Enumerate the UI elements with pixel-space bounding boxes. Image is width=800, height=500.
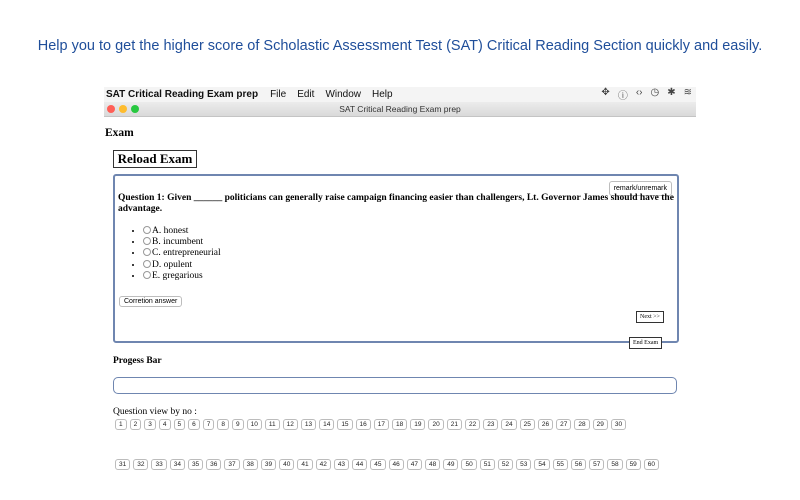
question-number-button[interactable]: 31: [115, 459, 130, 470]
question-number-button[interactable]: 25: [520, 419, 535, 430]
end-exam-button[interactable]: End Exam: [629, 337, 662, 349]
question-number-button[interactable]: 55: [553, 459, 568, 470]
question-number-button[interactable]: 38: [243, 459, 258, 470]
question-number-button[interactable]: 23: [483, 419, 498, 430]
promo-headline: Help you to get the higher score of Scholastic Assessment Test (SAT) Critical Reading Section quickly and easily.: [37, 38, 763, 54]
question-number-button[interactable]: 51: [480, 459, 495, 470]
question-number-button[interactable]: 37: [224, 459, 239, 470]
question-panel: [113, 174, 679, 346]
option-c[interactable]: [143, 248, 221, 259]
close-window-icon[interactable]: [107, 105, 115, 113]
app-window: [104, 87, 696, 500]
question-number-button[interactable]: 32: [133, 459, 148, 470]
question-number-button[interactable]: 60: [644, 459, 659, 470]
question-number-button[interactable]: 50: [461, 459, 476, 470]
question-number-button[interactable]: 6: [188, 419, 200, 430]
question-number-button[interactable]: 59: [626, 459, 641, 470]
question-number-button[interactable]: 44: [352, 459, 367, 470]
question-text: Question 1: Given ______ politicians can generally raise campaign financing easier than challengers, Lt. Governor James should have the advantage.: [118, 193, 674, 214]
question-number-button[interactable]: 2: [130, 419, 142, 430]
code-icon[interactable]: ‹›: [635, 87, 643, 98]
question-number-button[interactable]: 53: [516, 459, 531, 470]
question-number-button[interactable]: 58: [607, 459, 622, 470]
menu-edit[interactable]: Edit: [297, 89, 315, 100]
question-number-button[interactable]: 21: [447, 419, 462, 430]
question-view-label: Question view by no :: [113, 407, 197, 417]
time-machine-icon[interactable]: ◷: [650, 87, 660, 98]
option-label: C. entrepreneurial: [152, 248, 221, 259]
status-icons: [601, 87, 692, 102]
question-number-button[interactable]: 30: [611, 419, 626, 430]
radio-icon[interactable]: [143, 271, 151, 279]
question-number-button[interactable]: 35: [188, 459, 203, 470]
menu-help[interactable]: Help: [372, 89, 393, 100]
progress-bar: [113, 377, 677, 394]
option-e[interactable]: [143, 271, 221, 282]
question-number-button[interactable]: 16: [356, 419, 371, 430]
option-label: D. opulent: [152, 259, 193, 270]
menu-window[interactable]: Window: [325, 89, 362, 100]
question-number-button[interactable]: 48: [425, 459, 440, 470]
option-label: E. gregarious: [152, 270, 203, 281]
zoom-window-icon[interactable]: [131, 105, 139, 113]
question-number-button[interactable]: 57: [589, 459, 604, 470]
question-number-button[interactable]: 19: [410, 419, 425, 430]
question-number-button[interactable]: 33: [151, 459, 166, 470]
answer-options: [133, 226, 221, 282]
question-number-button[interactable]: 10: [247, 419, 262, 430]
exam-content: [104, 117, 696, 500]
correction-answer-button[interactable]: Corretion answer: [119, 296, 182, 307]
page-title: Exam: [105, 127, 134, 139]
question-number-button[interactable]: 28: [574, 419, 589, 430]
menu-file[interactable]: File: [270, 89, 287, 100]
menu-bar: [104, 87, 696, 102]
question-number-group-2: [115, 459, 681, 470]
question-number-button[interactable]: 3: [144, 419, 156, 430]
menu-app-name[interactable]: SAT Critical Reading Exam prep: [106, 89, 259, 100]
question-number-button[interactable]: 13: [301, 419, 316, 430]
question-number-button[interactable]: 17: [374, 419, 389, 430]
remark-button[interactable]: remark/unremark: [609, 181, 672, 196]
question-number-button[interactable]: 11: [265, 419, 280, 430]
question-number-button[interactable]: 22: [465, 419, 480, 430]
question-number-button[interactable]: 18: [392, 419, 407, 430]
question-number-button[interactable]: 29: [593, 419, 608, 430]
question-number-button[interactable]: 46: [389, 459, 404, 470]
radio-icon[interactable]: [143, 260, 151, 268]
info-icon[interactable]: ⓘ: [617, 91, 628, 102]
window-titlebar: [104, 102, 696, 117]
question-number-button[interactable]: 12: [283, 419, 298, 430]
wifi-icon[interactable]: ≋: [683, 87, 692, 98]
option-label: B. incumbent: [152, 237, 204, 248]
radio-icon[interactable]: [143, 248, 151, 256]
question-number-button[interactable]: 45: [370, 459, 385, 470]
option-a[interactable]: [143, 226, 221, 237]
question-number-button[interactable]: 41: [297, 459, 312, 470]
question-number-button[interactable]: 36: [206, 459, 221, 470]
question-number-button[interactable]: 26: [538, 419, 553, 430]
question-number-button[interactable]: 24: [501, 419, 516, 430]
question-number-button[interactable]: 5: [174, 419, 186, 430]
question-number-group-1: [115, 419, 681, 430]
question-number-button[interactable]: 34: [170, 459, 185, 470]
question-number-button[interactable]: 52: [498, 459, 513, 470]
question-number-button[interactable]: 27: [556, 419, 571, 430]
traffic-lights: [107, 105, 139, 113]
option-b[interactable]: [143, 237, 221, 248]
question-number-button[interactable]: 47: [407, 459, 422, 470]
question-number-button[interactable]: 42: [316, 459, 331, 470]
window-title: SAT Critical Reading Exam prep: [339, 104, 461, 114]
minimize-window-icon[interactable]: [119, 105, 127, 113]
question-number-button[interactable]: 54: [534, 459, 549, 470]
question-number-button[interactable]: 40: [279, 459, 294, 470]
next-button[interactable]: Next >>: [636, 311, 664, 323]
question-number-button[interactable]: 4: [159, 419, 171, 430]
question-number-button[interactable]: 9: [232, 419, 244, 430]
bluetooth-icon[interactable]: ✱: [667, 87, 676, 98]
question-number-button[interactable]: 43: [334, 459, 349, 470]
question-number-button[interactable]: 8: [217, 419, 229, 430]
question-number-button[interactable]: 14: [319, 419, 334, 430]
option-d[interactable]: [143, 260, 221, 271]
question-number-button[interactable]: 7: [203, 419, 215, 430]
question-number-button[interactable]: 15: [337, 419, 352, 430]
question-number-button[interactable]: 1: [115, 419, 127, 430]
reload-exam-button[interactable]: Reload Exam: [113, 150, 197, 168]
question-number-button[interactable]: 56: [571, 459, 586, 470]
question-number-button[interactable]: 39: [261, 459, 276, 470]
dropbox-icon[interactable]: ✥: [601, 87, 610, 98]
radio-icon[interactable]: [143, 226, 151, 234]
question-number-button[interactable]: 49: [443, 459, 458, 470]
progress-label: Progess Bar: [113, 356, 162, 366]
radio-icon[interactable]: [143, 237, 151, 245]
question-number-button[interactable]: 20: [428, 419, 443, 430]
option-label: A. honest: [152, 226, 189, 236]
